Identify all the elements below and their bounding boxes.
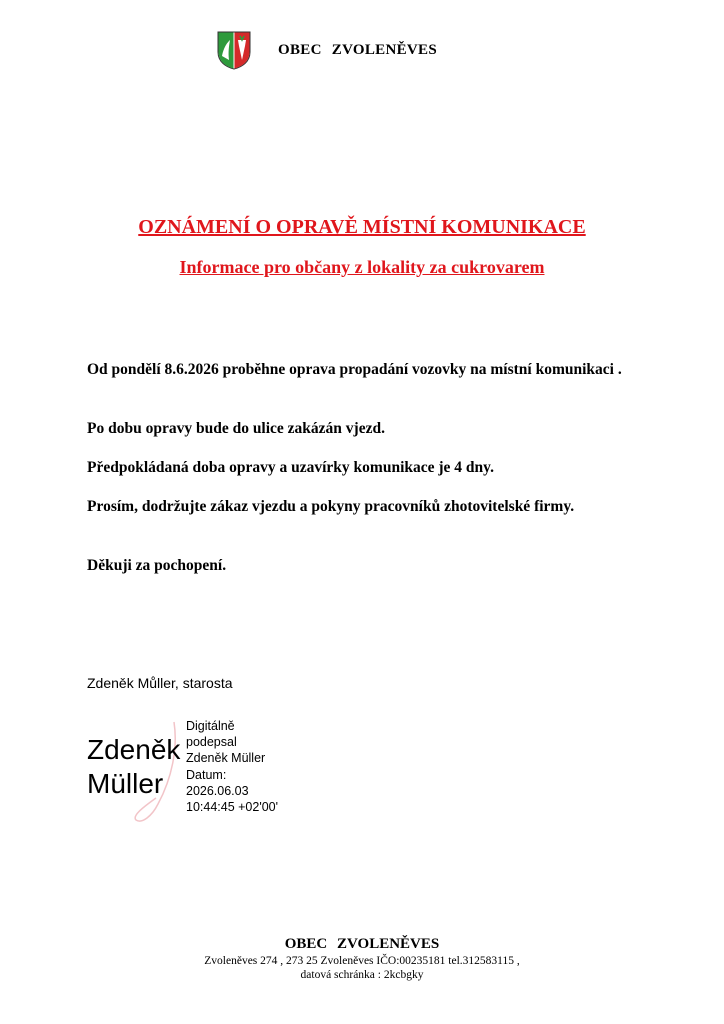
signature-detail-line: podepsal [186, 735, 237, 750]
municipal-crest-icon [216, 30, 252, 70]
signature-name-first: Zdeněk [87, 734, 181, 765]
paragraph-entry-ban: Po dobu opravy bude do ulice zakázán vjezd. [87, 420, 385, 437]
signature-name-last: Müller [87, 768, 164, 799]
signature-detail-line: Digitálně [186, 719, 235, 733]
footer-title: OBEC ZVOLENĚVES [284, 936, 440, 952]
signature-detail-line: 2026.06.03 [186, 783, 249, 798]
footer-databox: datová schránka : 2kcbgky [300, 969, 424, 981]
signature-detail-line: 10:44:45 +02'00' [186, 800, 279, 815]
notice-title: OZNÁMENÍ O OPRAVĚ MÍSTNÍ KOMUNIKACE [138, 216, 586, 238]
paragraph-repair-date: Od pondělí 8.6.2026 proběhne oprava propadání vozovky na místní komunikaci . [87, 361, 622, 378]
signature-detail-line: Zdeněk Müller [186, 751, 266, 766]
signer-line: Zdeněk Můller, starosta [87, 675, 233, 691]
signature-detail-line: Datum: [186, 767, 227, 782]
paragraph-duration: Předpokládaná doba opravy a uzavírky komunikace je 4 dny. [87, 459, 494, 476]
paragraph-thanks: Děkuji za pochopení. [87, 557, 227, 574]
signature-name [87, 733, 180, 801]
footer-address: Zvoleněves 274 , 273 25 Zvoleněves IČO:00235181 tel.312583115 , [204, 955, 520, 967]
notice-subtitle: Informace pro občany z lokality za cukrovarem [179, 257, 545, 277]
header-title: OBEC ZVOLENĚVES [278, 42, 437, 58]
paragraph-instructions: Prosím, dodržujte zákaz vjezdu a pokyny pracovníků zhotovitelské firmy. [87, 498, 575, 515]
signature-details [186, 718, 278, 815]
